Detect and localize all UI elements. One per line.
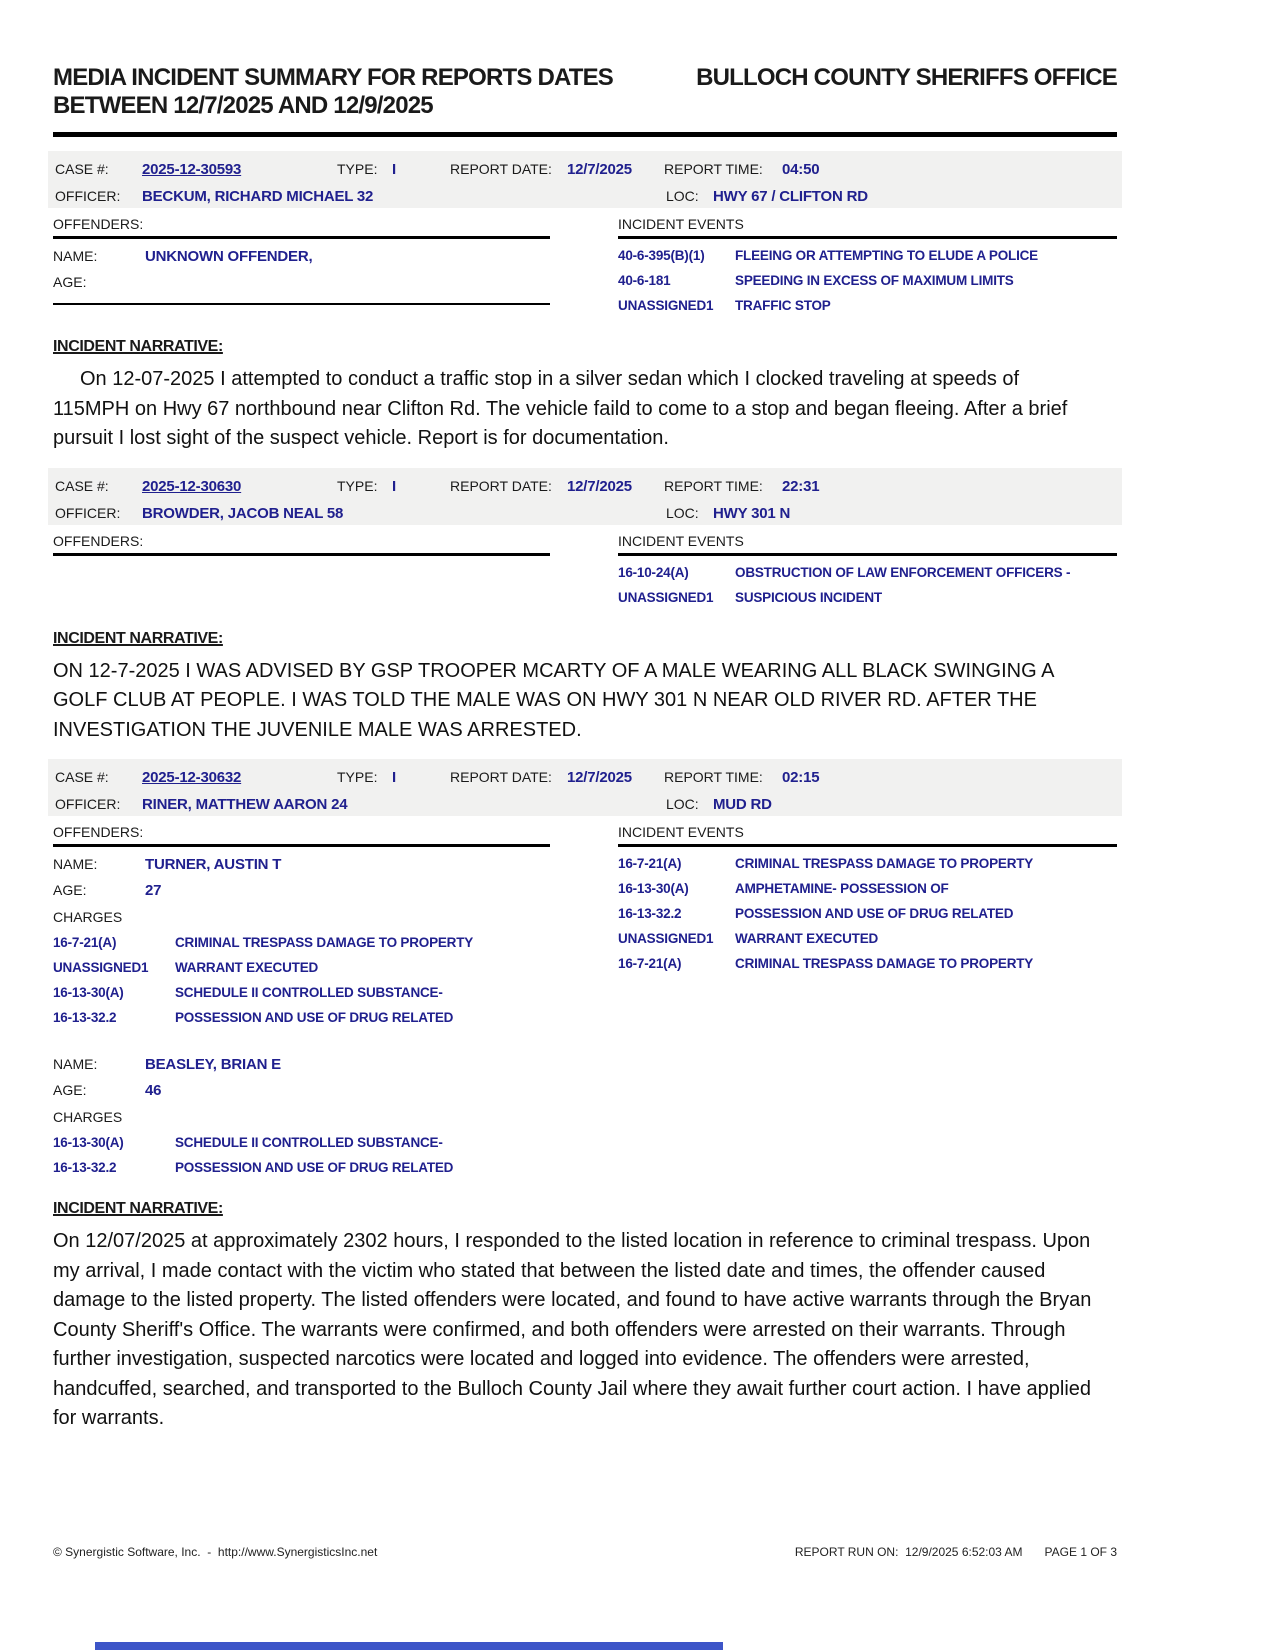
agency-name: BULLOCH COUNTY SHERIFFS OFFICE bbox=[696, 64, 1117, 91]
case-number-link[interactable]: 2025-12-30632 bbox=[142, 769, 242, 786]
event-code: 40-6-395(B)(1) bbox=[618, 248, 705, 263]
event-desc: WARRANT EXECUTED bbox=[735, 931, 879, 946]
event-code: 16-13-32.2 bbox=[618, 906, 682, 921]
type-label: TYPE: bbox=[337, 769, 378, 785]
event-desc: CRIMINAL TRESPASS DAMAGE TO PROPERTY bbox=[735, 956, 1034, 971]
report-time-label: REPORT TIME: bbox=[664, 161, 763, 177]
event-row bbox=[618, 930, 1117, 947]
offender-name-value: UNKNOWN OFFENDER, bbox=[145, 248, 313, 265]
charge-code: 16-13-32.2 bbox=[53, 1010, 117, 1025]
loc-label: LOC: bbox=[666, 188, 699, 204]
report-date-value: 12/7/2025 bbox=[567, 161, 632, 178]
offender-entry bbox=[53, 248, 550, 291]
type-value: I bbox=[392, 161, 396, 178]
case-header-band bbox=[48, 759, 1122, 816]
incident-narrative-text: On 12/07/2025 at approximately 2302 hours, I responded to the listed location in reference to criminal trespass. Upon my arrival, I made contact with the victim who stated that between the listed date and times, the offender caused damage to the listed property. The listed offenders were located, and found to have active warrants through the Bryan County Sheriff's Office. The warrants were confirmed, and both offenders were arrested on their warrants. Through further investigation, suspected narcotics were located and logged into evidence. The offenders were arrested, handcuffed, searched, and transported to the Bulloch County Jail where they await further court action. I have applied for warrants. bbox=[53, 1230, 1092, 1429]
charge-row bbox=[53, 959, 550, 976]
footer-copyright: © Synergistic Software, Inc. - http://www.SynergisticsInc.net bbox=[53, 1545, 378, 1559]
event-code: UNASSIGNED1 bbox=[618, 931, 714, 946]
case-number-label: CASE #: bbox=[55, 769, 109, 785]
offenders-column bbox=[53, 533, 550, 556]
type-label: TYPE: bbox=[337, 161, 378, 177]
event-row bbox=[618, 855, 1117, 872]
incident-events-heading: INCIDENT EVENTS bbox=[618, 216, 1117, 239]
type-label: TYPE: bbox=[337, 477, 378, 494]
incident-events-column bbox=[618, 216, 1117, 314]
offender-name-value: BEASLEY, BRIAN E bbox=[145, 1056, 281, 1073]
officer-label: OFFICER: bbox=[55, 504, 121, 521]
offender-age-label: AGE: bbox=[53, 882, 87, 898]
officer-label: OFFICER: bbox=[55, 188, 121, 204]
case-block-2 bbox=[53, 468, 1117, 746]
offender-entry bbox=[53, 1056, 550, 1176]
page-title-line2: BETWEEN 12/7/2025 AND 12/9/2025 bbox=[53, 92, 433, 119]
loc-value: HWY 67 / CLIFTON RD bbox=[713, 188, 868, 205]
report-date-value: 12/7/2025 bbox=[567, 477, 632, 495]
type-value: I bbox=[392, 769, 396, 786]
event-row bbox=[618, 589, 1117, 606]
loc-label: LOC: bbox=[666, 504, 699, 521]
event-row bbox=[618, 297, 1117, 314]
charge-row bbox=[53, 1134, 550, 1151]
loc-value: MUD RD bbox=[713, 796, 772, 813]
report-time-label: REPORT TIME: bbox=[664, 477, 763, 494]
offender-name-label: NAME: bbox=[53, 1056, 98, 1072]
charge-row bbox=[53, 984, 550, 1001]
incident-narrative-text: On 12-07-2025 I attempted to conduct a traffic stop in a silver sedan which I clocked traveling at speeds of 115MPH on Hwy 67 northbound near Clifton Rd. The vehicle faild to come to a stop and began fleeing. After a brief pursuit I lost sight of the suspect vehicle. Report is for documentation. bbox=[53, 368, 1068, 449]
offender-entry bbox=[53, 856, 550, 1026]
incident-narrative-heading: INCIDENT NARRATIVE: bbox=[53, 338, 223, 355]
officer-value: RINER, MATTHEW AARON 24 bbox=[142, 796, 348, 813]
case-header-band bbox=[48, 151, 1122, 208]
offender-name-label: NAME: bbox=[53, 856, 98, 872]
offenders-heading: OFFENDERS: bbox=[53, 824, 550, 847]
officer-value: BROWDER, JACOB NEAL 58 bbox=[142, 504, 344, 522]
offenders-separator-line bbox=[53, 303, 550, 305]
incident-events-column bbox=[618, 824, 1117, 972]
event-desc: OBSTRUCTION OF LAW ENFORCEMENT OFFICERS - bbox=[735, 564, 1071, 580]
incident-narrative-text: ON 12-7-2025 I WAS ADVISED BY GSP TROOPER MCARTY OF A MALE WEARING ALL BLACK SWINGING A GOLF CLUB AT PEOPLE. I WAS TOLD THE MALE WAS ON HWY 301 N NEAR OLD RIVER RD. AFTER THE INVESTIGATION THE JUVENILE MALE WAS ARRESTED. bbox=[53, 659, 1054, 741]
event-code: UNASSIGNED1 bbox=[618, 589, 714, 605]
header-rule bbox=[53, 132, 1117, 137]
event-row bbox=[618, 247, 1117, 264]
event-code: 16-7-21(A) bbox=[618, 956, 682, 971]
offenders-heading: OFFENDERS: bbox=[53, 216, 550, 239]
page-footer bbox=[53, 1545, 1117, 1559]
event-desc: AMPHETAMINE- POSSESSION OF bbox=[735, 881, 949, 896]
event-code: UNASSIGNED1 bbox=[618, 298, 714, 313]
charge-row bbox=[53, 934, 550, 951]
report-date-label: REPORT DATE: bbox=[450, 477, 552, 494]
offender-name-label: NAME: bbox=[53, 248, 98, 264]
report-time-value: 02:15 bbox=[782, 769, 820, 786]
report-date-label: REPORT DATE: bbox=[450, 769, 552, 785]
charge-row bbox=[53, 1009, 550, 1026]
footer-report-run: REPORT RUN ON: 12/9/2025 6:52:03 AM bbox=[794, 1545, 1023, 1559]
report-date-label: REPORT DATE: bbox=[450, 161, 552, 177]
event-row bbox=[618, 272, 1117, 289]
event-code: 16-13-30(A) bbox=[618, 881, 689, 896]
offenders-column bbox=[53, 216, 550, 305]
report-date-value: 12/7/2025 bbox=[567, 769, 632, 786]
charge-code: 16-13-32.2 bbox=[53, 1160, 117, 1175]
event-row bbox=[618, 905, 1117, 922]
event-desc: FLEEING OR ATTEMPTING TO ELUDE A POLICE bbox=[735, 248, 1038, 263]
charge-desc: SCHEDULE II CONTROLLED SUBSTANCE- bbox=[175, 1135, 443, 1150]
charge-desc: CRIMINAL TRESPASS DAMAGE TO PROPERTY bbox=[175, 935, 474, 950]
incident-narrative-heading: INCIDENT NARRATIVE: bbox=[53, 1200, 223, 1217]
incident-events-heading: INCIDENT EVENTS bbox=[618, 824, 1117, 847]
event-code: 16-7-21(A) bbox=[618, 856, 682, 871]
offender-age-value: 46 bbox=[145, 1082, 162, 1099]
incident-narrative-heading: INCIDENT NARRATIVE: bbox=[53, 629, 223, 647]
case-number-label: CASE #: bbox=[55, 477, 109, 494]
charge-desc: POSSESSION AND USE OF DRUG RELATED bbox=[175, 1160, 454, 1175]
incident-events-column bbox=[618, 533, 1117, 606]
report-time-label: REPORT TIME: bbox=[664, 769, 763, 785]
case-header-band bbox=[48, 468, 1122, 525]
page-title-line1: MEDIA INCIDENT SUMMARY FOR REPORTS DATES bbox=[53, 64, 614, 91]
officer-value: BECKUM, RICHARD MICHAEL 32 bbox=[142, 188, 374, 205]
report-time-value: 22:31 bbox=[782, 477, 820, 495]
offender-age-label: AGE: bbox=[53, 274, 87, 290]
loc-label: LOC: bbox=[666, 796, 699, 812]
case-block-3 bbox=[53, 759, 1117, 1434]
charge-code: 16-13-30(A) bbox=[53, 1135, 124, 1150]
event-desc: SPEEDING IN EXCESS OF MAXIMUM LIMITS bbox=[735, 273, 1014, 288]
footer-page-number: PAGE 1 OF 3 bbox=[1044, 1545, 1117, 1559]
charges-label: CHARGES bbox=[53, 1109, 123, 1125]
event-code: 16-10-24(A) bbox=[618, 564, 689, 580]
report-time-value: 04:50 bbox=[782, 161, 820, 178]
event-desc: SUSPICIOUS INCIDENT bbox=[735, 589, 882, 605]
type-value: I bbox=[392, 477, 396, 495]
charge-desc: POSSESSION AND USE OF DRUG RELATED bbox=[175, 1010, 454, 1025]
bottom-blue-bar bbox=[95, 1642, 723, 1650]
offenders-column bbox=[53, 824, 550, 1176]
page-title bbox=[53, 64, 613, 120]
event-row bbox=[618, 880, 1117, 897]
charge-desc: WARRANT EXECUTED bbox=[175, 960, 319, 975]
case-number-link[interactable]: 2025-12-30593 bbox=[142, 161, 242, 178]
case-number-label: CASE #: bbox=[55, 161, 109, 177]
charges-label: CHARGES bbox=[53, 909, 123, 925]
report-header bbox=[53, 64, 1117, 120]
event-row bbox=[618, 955, 1117, 972]
case-block-1 bbox=[53, 151, 1117, 454]
event-desc: CRIMINAL TRESPASS DAMAGE TO PROPERTY bbox=[735, 856, 1034, 871]
case-number-link[interactable]: 2025-12-30630 bbox=[142, 477, 242, 495]
offender-age-label: AGE: bbox=[53, 1082, 87, 1098]
charge-code: 16-7-21(A) bbox=[53, 935, 117, 950]
event-desc: POSSESSION AND USE OF DRUG RELATED bbox=[735, 906, 1014, 921]
event-desc: TRAFFIC STOP bbox=[735, 298, 831, 313]
incident-events-heading: INCIDENT EVENTS bbox=[618, 533, 1117, 556]
officer-label: OFFICER: bbox=[55, 796, 121, 812]
charge-code: 16-13-30(A) bbox=[53, 985, 124, 1000]
charge-row bbox=[53, 1159, 550, 1176]
offender-age-value: 27 bbox=[145, 882, 162, 899]
event-code: 40-6-181 bbox=[618, 273, 671, 288]
offender-name-value: TURNER, AUSTIN T bbox=[145, 856, 282, 873]
event-row bbox=[618, 564, 1117, 581]
offenders-heading: OFFENDERS: bbox=[53, 533, 550, 556]
charge-desc: SCHEDULE II CONTROLLED SUBSTANCE- bbox=[175, 985, 443, 1000]
charge-code: UNASSIGNED1 bbox=[53, 960, 149, 975]
loc-value: HWY 301 N bbox=[713, 504, 791, 522]
